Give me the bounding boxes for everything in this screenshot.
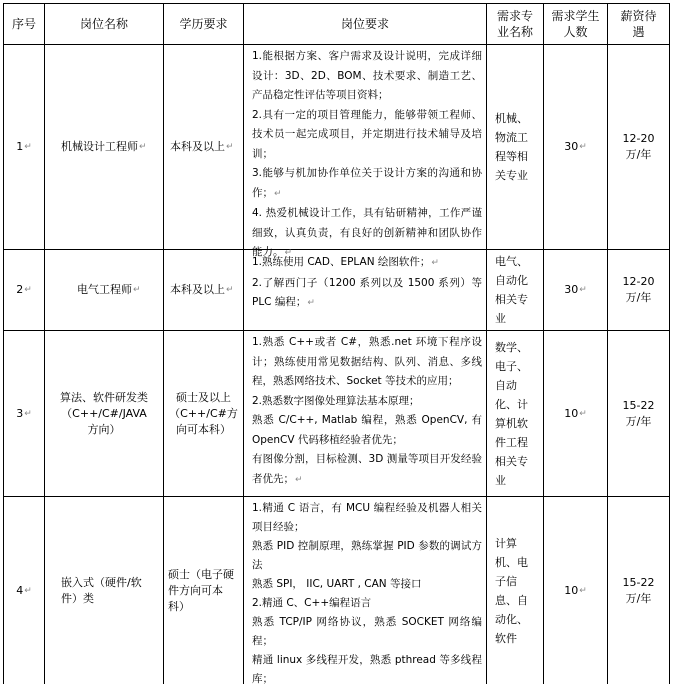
row3-education: 硕士及以上（C++/C#方向可本科）: [169, 390, 238, 436]
row3-requirements: 1.熟悉 C++或者 C#，熟悉.net 环境下程序设计；熟练使用常见数据结构、队列、消息、多线程，熟悉网络技术、Socket 等技术的应用； 2.熟悉数字图像处理算法基本原理； 熟悉 C/C++, Matlab 编程，熟悉 OpenCV, 有 OpenCV 代码移植经验者优先； 有图像分割，目标检测、3D 测量等项目开发经验者优先；↵: [252, 336, 482, 485]
row1-education: 本科及以上 ↵: [170, 140, 234, 153]
header-position: 岗位名称: [79, 17, 128, 31]
row4-major: 计算机、电子信息、自动化、软件: [495, 536, 528, 645]
row1-requirements: 1.能根据方案、客户需求及设计说明，完成详细设计：3D、2D、BOM、技术要求、制造工艺、产品稳定性评估等项目资料； 2.具有一定的项目管理能力，能够带领工程师、技术员一起完成项目，并定期进行技术辅导及培训； 3.能够与机加协作单位关于设计方案的沟通和协作；↵ 4. 热爱机械设计工作，具有钻研精神，工作严谨细致，认真负责，有良好的创新精神和团队协作能力。↵: [252, 50, 482, 258]
header-salary: 薪资待遇: [620, 9, 657, 39]
row2-salary: 12-20万/年: [622, 275, 655, 304]
row2-count: 30 ↵: [564, 283, 587, 296]
row4-salary: 15-22万/年: [622, 575, 655, 605]
header-seq: 序号: [11, 17, 36, 31]
col-border-7: [669, 3, 670, 684]
row1-seq: 1 ↵: [16, 140, 32, 153]
row2-major: 电气、自动化相关专业: [495, 255, 528, 325]
header-count: 需求学生人数: [551, 9, 600, 39]
header-education: 学历要求: [179, 17, 228, 31]
header-major: 需求专业名称: [496, 9, 533, 39]
row4-count: 10 ↵: [564, 583, 587, 597]
row1-count: 30 ↵: [564, 140, 587, 153]
row2-education: 本科及以上 ↵: [170, 283, 234, 296]
row4-seq: 4 ↵: [16, 583, 32, 597]
row4-education: 硕士（电子硬件方向可本科）: [168, 567, 234, 613]
row3-seq: 3 ↵: [16, 406, 32, 420]
row1-position: 机械设计工程师 ↵: [61, 140, 147, 153]
row1-major: 机械、物流工程等相关专业: [495, 112, 528, 182]
row3-count: 10 ↵: [564, 406, 587, 420]
row3-position: 算法、软件研发类（C++/C#/JAVA 方向）: [60, 390, 148, 436]
row1-salary: 12-20万/年: [622, 132, 655, 161]
row3-salary: 15-22万/年: [622, 398, 655, 428]
row2-requirements: 1.熟练使用 CAD、EPLAN 绘图软件；↵ 2.了解西门子（1200 系列以及 1500 系列）等 PLC 编程；↵: [252, 256, 482, 308]
row2-position: 电气工程师 ↵: [77, 283, 141, 296]
row3-major: 数学、电子、自动化、计算机软件工程相关专业: [495, 340, 528, 487]
row4-requirements: 1.精通 C 语言，有 MCU 编程经验及机器人相关项目经验； 熟悉 PID 控制原理，熟练掌握 PID 参数的调试方法 熟悉 SPI， IIC, UART , CAN 等接口 2.精通 C、C++编程语言 熟悉 TCP/IP 网络协议，熟悉 SOCKET 网络编程； 精通 linux 多线程开发，熟悉 pthread 等多线程库；: [252, 502, 482, 685]
header-requirements: 岗位要求: [340, 17, 389, 31]
row2-seq: 2 ↵: [16, 283, 32, 296]
row4-position: 嵌入式（硬件/软件）类: [61, 575, 142, 605]
